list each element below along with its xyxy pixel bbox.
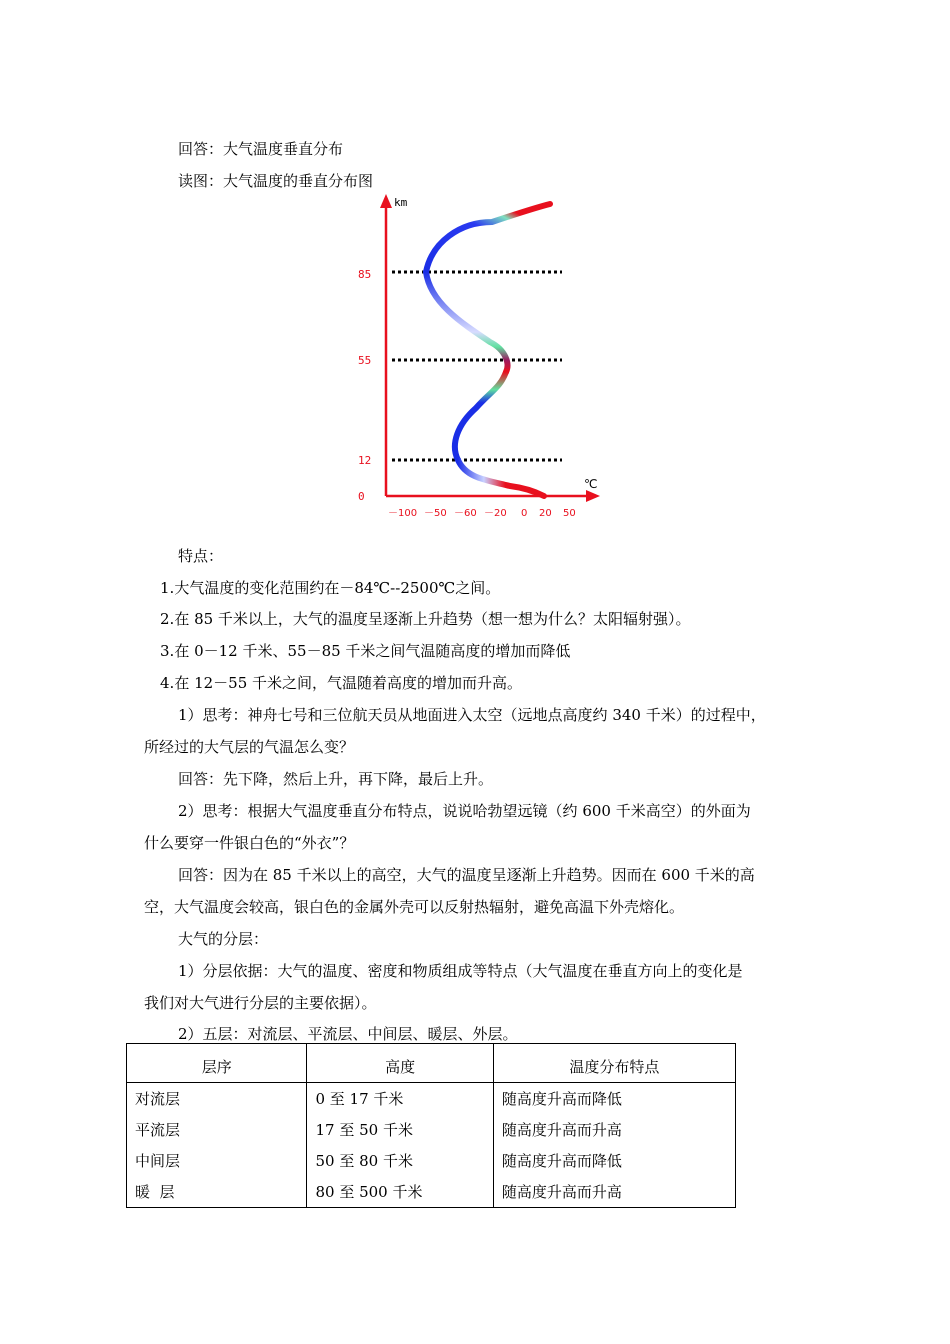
cell-height: 17 至 50 千米 (307, 1114, 493, 1145)
feature-number: 1. (160, 579, 175, 597)
x-tick-label: 50 (563, 508, 576, 519)
think2-line2: 什么要穿一件银白色的“外衣”？ (144, 834, 355, 852)
temperature-curve-thermosphere (426, 204, 550, 272)
y-axis-arrow-icon (380, 194, 392, 208)
feature-number: 4. (160, 674, 175, 692)
cell-layer: 中间层 (127, 1145, 307, 1176)
feature-text: 在 0－12 千米、55－85 千米之间气温随高度的增加而降低 (174, 642, 571, 660)
basis-line2: 我们对大气进行分层的主要依据）。 (144, 994, 377, 1012)
x-tick-label: 0 (521, 508, 528, 519)
answer2-line1: 回答：因为在 85 千米以上的高空，大气的温度呈逐渐上升趋势。因而在 600 千米的高 (178, 866, 755, 884)
x-tick-label: 20 (539, 508, 552, 519)
figure-caption: 读图：大气温度的垂直分布图 (178, 172, 374, 190)
answer-heading: 回答：大气温度垂直分布 (178, 140, 344, 158)
header-temperature: 温度分布特点 (493, 1044, 735, 1083)
answer1: 回答：先下降，然后上升，再下降，最后上升。 (178, 770, 494, 788)
feature-item (160, 609, 690, 629)
feature-item (160, 578, 500, 598)
y-tick-label: 55 (358, 354, 372, 367)
x-axis-label: ℃ (584, 477, 598, 491)
think2-line1: 2）思考：根据大气温度垂直分布特点，说说哈勃望远镜（约 600 千米高空）的外面为 (178, 802, 751, 820)
table-row (127, 1083, 736, 1115)
x-tick-label: －50 (424, 508, 447, 519)
y-tick-label: 12 (358, 454, 372, 467)
basis-line1: 1）分层依据：大气的温度、密度和物质组成等特点（大气温度在垂直方向上的变化是 (178, 962, 743, 980)
x-tick-label: －60 (454, 508, 477, 519)
x-axis-arrow-icon (586, 490, 600, 502)
x-tick-label: －20 (484, 508, 507, 519)
think1-line1: 1）思考：神舟七号和三位航天员从地面进入太空（远地点高度约 340 千米）的过程中， (178, 706, 766, 724)
feature-text: 在 85 千米以上，大气的温度呈逐渐上升趋势（想一想为什么？太阳辐射强）。 (174, 610, 691, 628)
think1-line2: 所经过的大气层的气温怎么变？ (144, 738, 355, 756)
cell-temperature: 随高度升高而降低 (493, 1145, 735, 1176)
cell-layer: 平流层 (127, 1114, 307, 1145)
feature-item (160, 641, 570, 661)
table-row (127, 1114, 736, 1145)
y-axis-label: km (394, 196, 408, 209)
answer2-line2: 空，大气温度会较高，银白色的金属外壳可以反射热辐射，避免高温下外壳熔化。 (144, 898, 685, 916)
temperature-curve-stratosphere (455, 372, 506, 460)
feature-number: 2. (160, 610, 175, 628)
atmosphere-layers-table (126, 1043, 736, 1208)
cell-temperature: 随高度升高而升高 (493, 1176, 735, 1208)
temperature-curve-mesosphere (426, 272, 507, 372)
x-tick-label: －100 (388, 508, 418, 519)
cell-layer: 暖 层 (127, 1176, 307, 1208)
feature-number: 3. (160, 642, 175, 660)
feature-text: 在 12－55 千米之间，气温随着高度的增加而升高。 (174, 674, 523, 692)
cell-height: 80 至 500 千米 (307, 1176, 493, 1208)
header-layer: 层序 (127, 1044, 307, 1083)
features-title: 特点： (178, 547, 224, 565)
y-tick-label: 85 (358, 268, 372, 281)
feature-text: 大气温度的变化范围约在－84℃--2500℃之间。 (174, 579, 501, 597)
cell-height: 50 至 80 千米 (307, 1145, 493, 1176)
temperature-curve-troposphere (458, 460, 544, 496)
table-header-row (127, 1044, 736, 1083)
temperature-profile-chart (350, 192, 610, 524)
layers-title: 大气的分层： (178, 930, 269, 948)
feature-item (160, 673, 522, 693)
cell-layer: 对流层 (127, 1083, 307, 1115)
y-tick-label: 0 (358, 490, 365, 503)
cell-temperature: 随高度升高而升高 (493, 1114, 735, 1145)
cell-temperature: 随高度升高而降低 (493, 1083, 735, 1115)
five-layers: 2）五层：对流层、平流层、中间层、暖层、外层。 (178, 1025, 518, 1043)
header-height: 高度 (307, 1044, 493, 1083)
cell-height: 0 至 17 千米 (307, 1083, 493, 1115)
table-row (127, 1145, 736, 1176)
table-row (127, 1176, 736, 1208)
